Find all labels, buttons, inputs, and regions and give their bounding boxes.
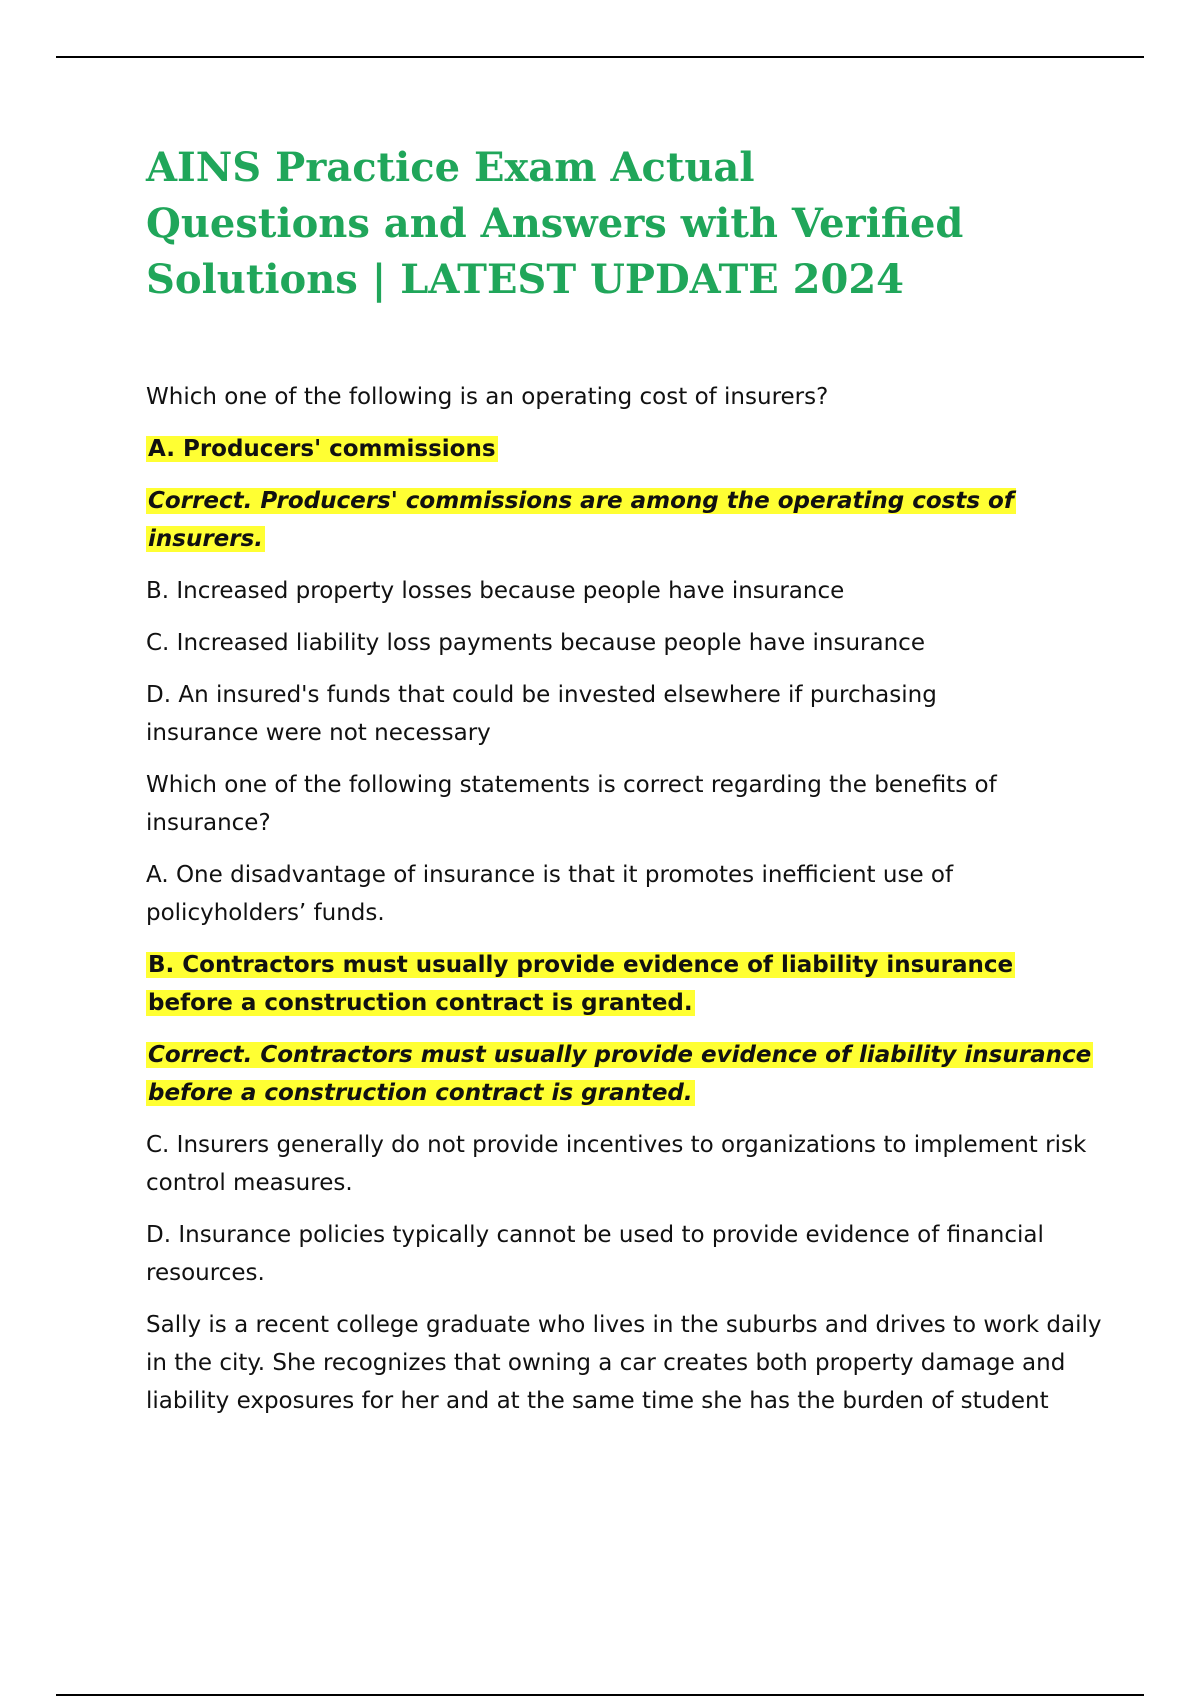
question-list xyxy=(146,378,1106,1434)
bottom-rule xyxy=(56,1694,1144,1696)
top-rule xyxy=(56,56,1144,58)
question-2-option-d: D. Insurance policies typically cannot be used to provide evidence of financial resources. xyxy=(146,1222,1044,1286)
answer-explanation: Correct. Contractors must usually provide evidence of liability insurance before a construction contract is granted. xyxy=(148,1042,1092,1106)
question-1-option-b: B. Increased property losses because people have insurance xyxy=(146,578,845,604)
question-3-prompt: Sally is a recent college graduate who lives in the suburbs and drives to work daily in the city. She recognizes that owning a car creates both property damage and liability exposures for her and at the same time she has the burden of student xyxy=(146,1312,1102,1414)
question-2-option-b xyxy=(146,946,1066,1022)
question-2-prompt: Which one of the following statements is correct regarding the benefits of insurance? xyxy=(146,772,997,836)
page-title: AINS Practice Exam Actual Questions and Answers with Verified Solutions | LATEST UPDATE 2024 xyxy=(146,144,964,303)
document-header xyxy=(146,140,1106,308)
question-2-explanation xyxy=(146,1036,1106,1112)
correct-answer: A. Producers' commissions xyxy=(148,436,496,462)
question-2-option-a: A. One disadvantage of insurance is that it promotes inefficient use of policyholders’ funds. xyxy=(146,862,954,926)
question-1-explanation xyxy=(146,482,1106,558)
answer-explanation: Correct. Producers' commissions are among the operating costs of insurers. xyxy=(148,488,1014,552)
question-1-option-d: D. An insured's funds that could be invested elsewhere if purchasing insurance were not necessary xyxy=(146,682,937,746)
question-2-option-c: C. Insurers generally do not provide incentives to organizations to implement risk control measures. xyxy=(146,1132,1087,1196)
question-1-prompt: Which one of the following is an operating cost of insurers? xyxy=(146,384,829,410)
question-1-option-c: C. Increased liability loss payments because people have insurance xyxy=(146,630,925,656)
correct-answer: B. Contractors must usually provide evidence of liability insurance before a construction contract is granted. xyxy=(148,952,1014,1016)
question-1-option-a xyxy=(146,430,1106,468)
